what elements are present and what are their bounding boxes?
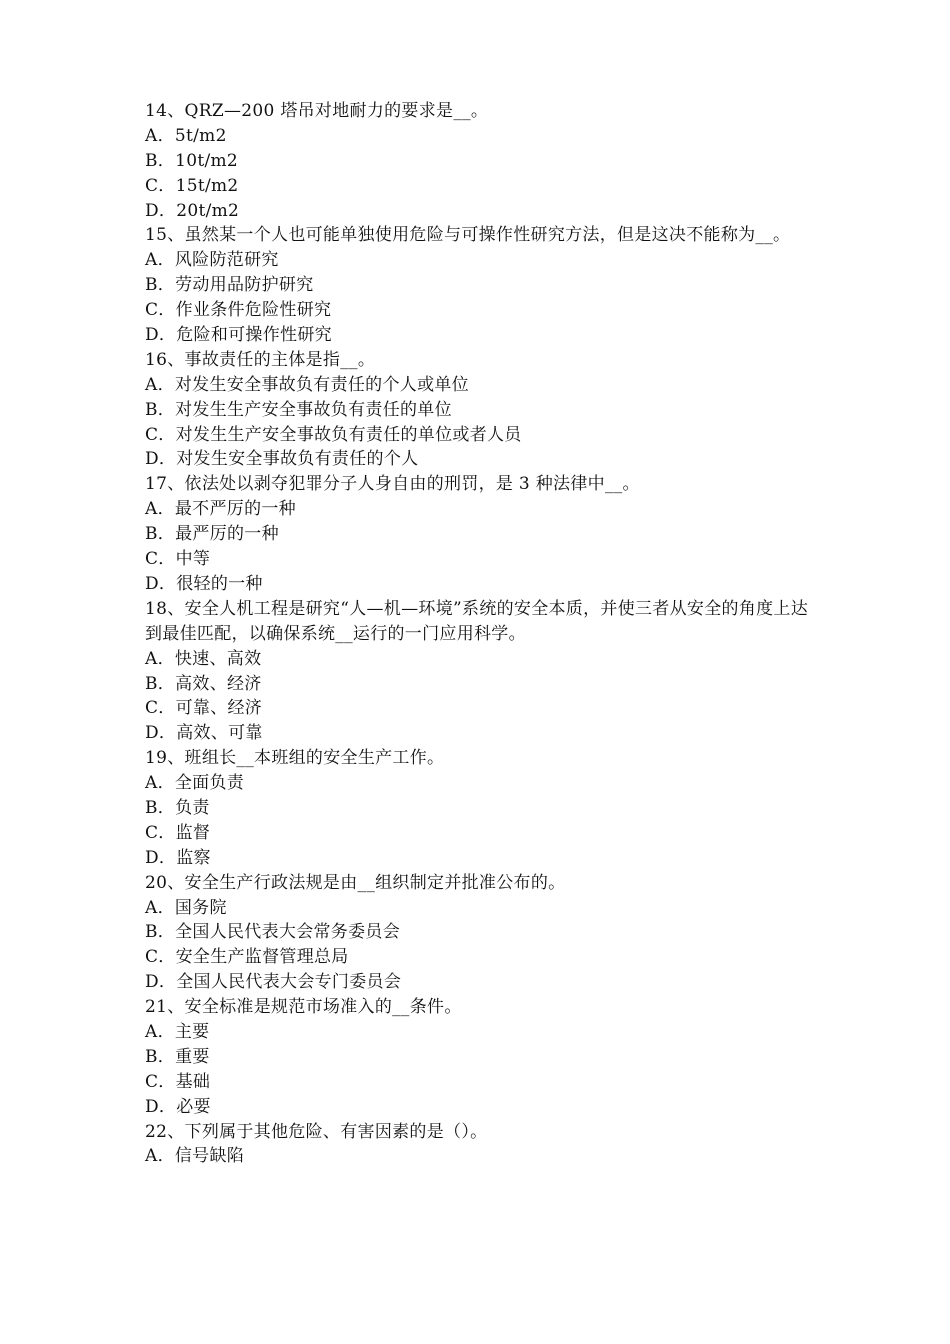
option-b: B．高效、经济: [145, 673, 262, 694]
option-b: B．全国人民代表大会常务委员会: [145, 922, 400, 943]
option-c: C．安全生产监督管理总局: [145, 947, 349, 968]
question-14: [145, 99, 825, 223]
option-a: A．对发生安全事故负有责任的个人或单位: [145, 374, 469, 395]
option-c: C．作业条件危险性研究: [145, 300, 332, 321]
option-c: C．可靠、经济: [145, 698, 263, 719]
question-21: [145, 995, 825, 1119]
question-19: [145, 746, 825, 870]
question-text: 21、安全标准是规范市场准入的__条件。: [145, 997, 462, 1018]
option-b: B．对发生生产安全事故负有责任的单位: [145, 399, 452, 420]
question-15: [145, 223, 825, 347]
option-a: A．全面负责: [145, 773, 245, 794]
option-b: B．劳动用品防护研究: [145, 275, 314, 296]
document-page: [145, 99, 825, 1169]
question-22: [145, 1120, 825, 1170]
option-c: C．15t/m2: [145, 175, 239, 196]
option-b: B．最严厉的一种: [145, 524, 279, 545]
option-b: B．10t/m2: [145, 150, 239, 171]
option-a: A．最不严厉的一种: [145, 499, 296, 520]
question-text: 15、虽然某一个人也可能单独使用危险与可操作性研究方法，但是这决不能称为__。: [145, 225, 791, 246]
option-d: D．必要: [145, 1096, 211, 1117]
option-d: D．高效、可靠: [145, 723, 263, 744]
option-d: D．监察: [145, 847, 211, 868]
question-text: 16、事故责任的主体是指__。: [145, 349, 376, 370]
option-c: C．对发生生产安全事故负有责任的单位或者人员: [145, 424, 522, 445]
option-c: C．中等: [145, 549, 211, 570]
question-text: 20、安全生产行政法规是由__组织制定并批准公布的。: [145, 872, 566, 893]
question-text: 22、下列属于其他危险、有害因素的是（）。: [145, 1121, 488, 1142]
option-a: A．5t/m2: [145, 125, 227, 146]
question-text: 19、班组长__本班组的安全生产工作。: [145, 748, 445, 769]
option-b: B．重要: [145, 1046, 210, 1067]
option-d: D．全国人民代表大会专门委员会: [145, 972, 402, 993]
question-17: [145, 472, 825, 596]
question-text: 14、QRZ—200 塔吊对地耐力的要求是__。: [145, 101, 489, 121]
question-18: [145, 597, 825, 746]
option-a: A．风险防范研究: [145, 250, 279, 271]
option-b: B．负责: [145, 797, 210, 818]
option-d: D．20t/m2: [145, 200, 240, 221]
question-text: 18、安全人机工程是研究“人—机—环境”系统的安全本质，并使三者从安全的角度上达到最佳匹配，以确保系统__运行的一门应用科学。: [145, 598, 809, 644]
question-20: [145, 871, 825, 995]
option-d: D．很轻的一种: [145, 573, 263, 594]
option-a: A．主要: [145, 1022, 210, 1042]
option-a: A．国务院: [145, 897, 227, 918]
option-c: C．监督: [145, 822, 211, 843]
option-d: D．危险和可操作性研究: [145, 325, 332, 346]
option-d: D．对发生安全事故负有责任的个人: [145, 449, 419, 470]
option-c: C．基础: [145, 1071, 211, 1092]
option-a: A．信号缺陷: [145, 1146, 245, 1167]
question-text: 17、依法处以剥夺犯罪分子人身自由的刑罚，是 3 种法律中__。: [145, 474, 640, 495]
question-16: [145, 348, 825, 472]
option-a: A．快速、高效: [145, 648, 262, 669]
